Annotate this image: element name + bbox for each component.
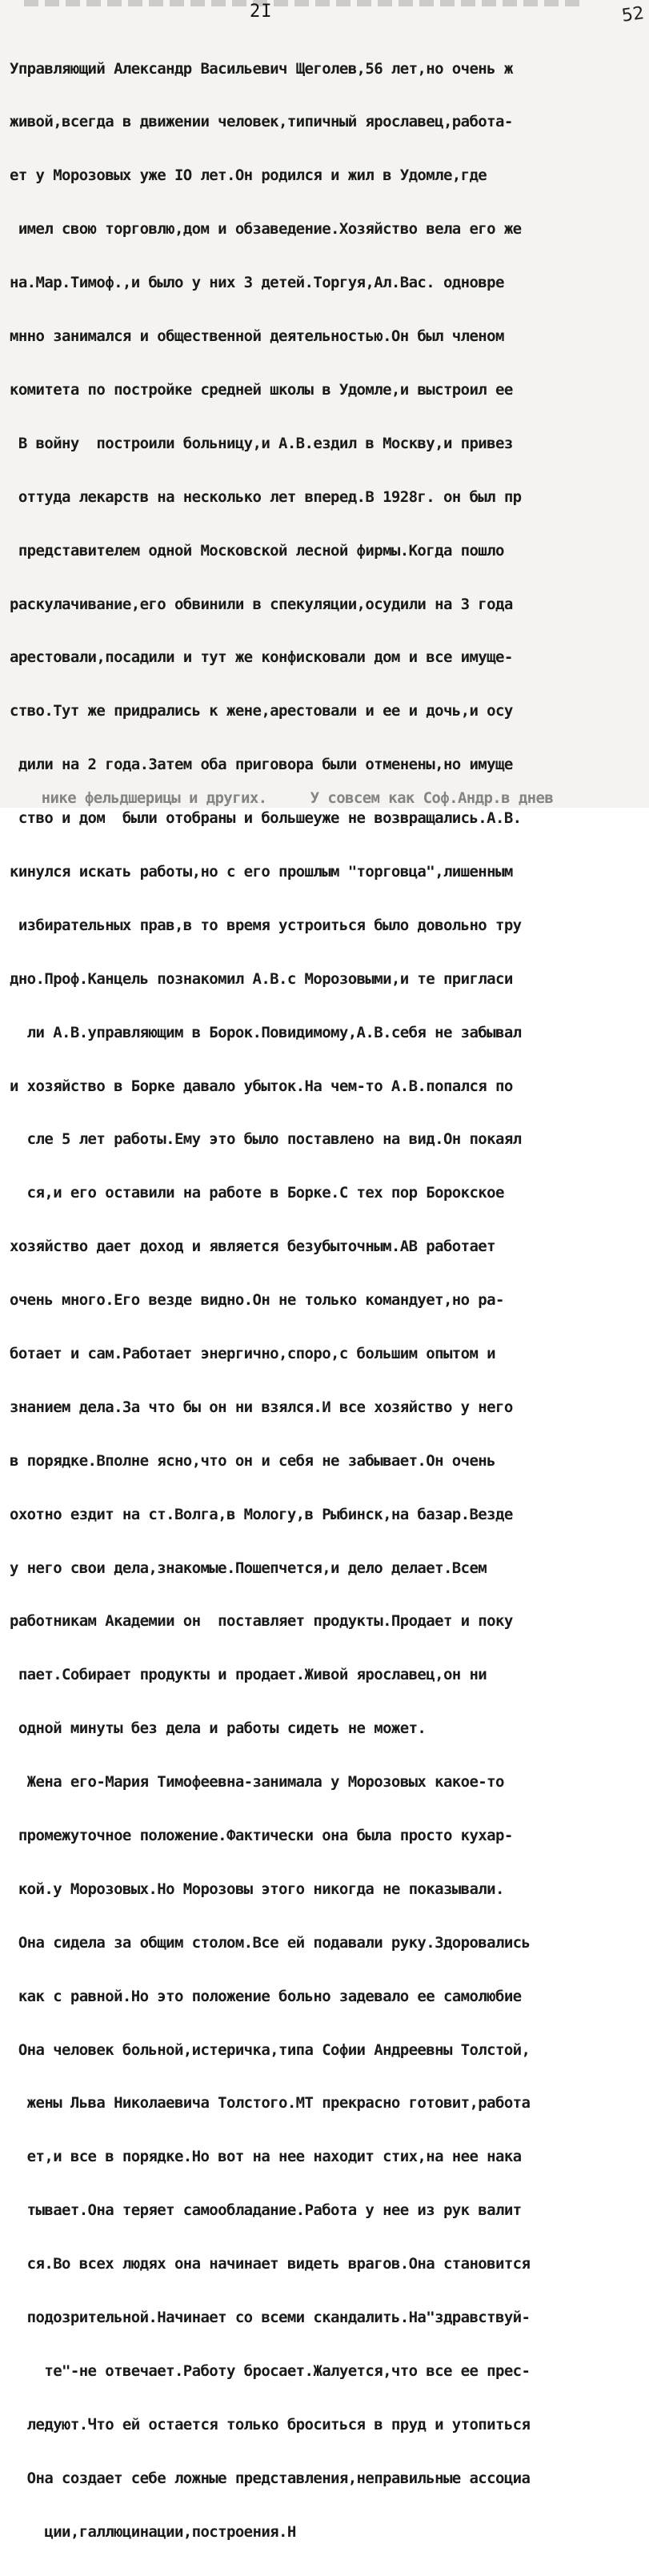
text-line: кинулся искать работы,но с его прошлым "торговца",лишенным — [10, 862, 513, 881]
archive-stamp: 52 — [620, 3, 646, 26]
text-line: Она человек больной,истеричка,типа Софии Андреевны Толстой, — [10, 2040, 531, 2059]
text-line: промежуточное положение.Фактически она была просто кухар- — [10, 1826, 513, 1844]
text-line: комитета по постройке средней школы в Удомле,и выстроил ее — [10, 380, 513, 399]
text-line: ся.Во всех людях она начинает видеть врагов.Она становится — [10, 2255, 531, 2273]
text-line: и хозяйство в Борке давало убыток.На чем-то А.В.попался по — [10, 1077, 513, 1095]
text-line: Жена его-Мария Тимофеевна-занимала у Морозовых какое-то — [10, 1773, 504, 1792]
text-line: оттуда лекарств на несколько лет вперед.В 1928г. он был пр — [10, 488, 522, 506]
text-line: имел свою торговлю,дом и обзаведение.Хозяйство вела его же — [10, 220, 522, 239]
body-text — [10, 24, 642, 2576]
page-number: 2I — [250, 2, 273, 22]
text-line: охотно ездит на ст.Волга,в Мологу,в Рыбинск,на базар.Везде — [10, 1505, 513, 1523]
text-line: раскулачивание,его обвинили в спекуляции,осудили на 3 года — [10, 595, 513, 613]
text-line: в порядке.Вполне ясно,что он и себя не забывает.Он очень — [10, 1451, 495, 1470]
text-line: тывает.Она теряет самообладание.Работа у нее из рук валит — [10, 2201, 522, 2220]
cut-off-bottom-line: нике фельдшерицы и других. У совсем как Соф.Андр.в днев — [24, 789, 554, 807]
text-line: избирательных прав,в то время устроиться было довольно тру — [10, 916, 522, 934]
text-line: ство и дом были отобраны и большеуже не возвращались.А.В. — [10, 809, 522, 828]
text-line: ли А.В.управляющим в Борок.Повидимому,А.В.себя не забывал — [10, 1023, 522, 1041]
text-line: мнно занимался и общественной деятельностью.Он был членом — [10, 327, 504, 346]
text-line: дно.Проф.Канцель познакомил А.В.с Морозовыми,и те пригласи — [10, 969, 513, 988]
text-line: работникам Академии он поставляет продукты.Продает и поку — [10, 1612, 513, 1631]
text-line: жены Льва Николаевича Толстого.МТ прекрасно готовит,работа — [10, 2094, 531, 2113]
text-line: живой,всегда в движении человек,типичный ярославец,работа- — [10, 113, 513, 131]
text-line: В войну построили больницу,и А.В.ездил в Москву,и привез — [10, 434, 513, 452]
text-line: одной минуты без дела и работы сидеть не может. — [10, 1719, 427, 1738]
text-line: сле 5 лет работы.Ему это было поставлено на вид.Он покаял — [10, 1130, 522, 1149]
text-line: ет,и все в порядке.Но вот на нее находит стих,на нее нака — [10, 2148, 522, 2166]
text-line: ции,галлюцинации,построения.Н — [10, 2522, 296, 2541]
text-line: представителем одной Московской лесной фирмы.Когда пошло — [10, 541, 504, 560]
text-line: арестовали,посадили и тут же конфисковали дом и все имуще- — [10, 648, 513, 667]
bleed-through-text — [24, 0, 584, 6]
text-line: те"-не отвечает.Работу бросает.Жалуется,что все ее прес- — [10, 2361, 531, 2380]
text-line: Она создает себе ложные представления,неправильные ассоциа — [10, 2469, 531, 2487]
text-line: очень много.Его везде видно.Он не только командует,но ра- — [10, 1291, 504, 1310]
text-line: ет у Морозовых уже IO лет.Он родился и жил в Удомле,где — [10, 167, 487, 185]
text-line: Она сидела за общим столом.Все ей подавали руку.Здоровались — [10, 1933, 531, 1952]
text-line: Управляющий Александр Васильевич Щеголев,56 лет,но очень ж — [10, 59, 513, 78]
text-line: у него свои дела,знакомые.Пошепчется,и дело делает.Всем — [10, 1559, 487, 1577]
text-line: на.Мар.Тимоф.,и было у них 3 детей.Торгуя,Ал.Вас. одновре — [10, 274, 504, 292]
text-line: хозяйство дает доход и является безубыточным.АВ работает — [10, 1238, 495, 1256]
text-line: ботает и сам.Работает энергично,споро,с большим опытом и — [10, 1344, 495, 1362]
text-line: ледуют.Что ей остается только броситься в пруд и утопиться — [10, 2415, 531, 2434]
text-line: подозрительной.Начинает со всеми скандалить.На"здравствуй- — [10, 2309, 531, 2326]
text-line: пает.Собирает продукты и продает.Живой ярославец,он ни — [10, 1666, 487, 1684]
text-line: дили на 2 года.Затем оба приговора были отменены,но имуще — [10, 756, 513, 774]
text-line: ся,и его оставили на работе в Борке.С тех пор Борокское — [10, 1184, 504, 1202]
text-line: кой.у Морозовых.Но Морозовы этого никогда не показывали. — [10, 1880, 504, 1898]
text-line: ство.Тут же придрались к жене,арестовали и ее и дочь,и осу — [10, 702, 513, 720]
text-line: знанием дела.За что бы он ни взялся.И все хозяйство у него — [10, 1398, 513, 1416]
text-line: как с равной.Но это положение больно задевало ее самолюбие — [10, 1987, 522, 2005]
